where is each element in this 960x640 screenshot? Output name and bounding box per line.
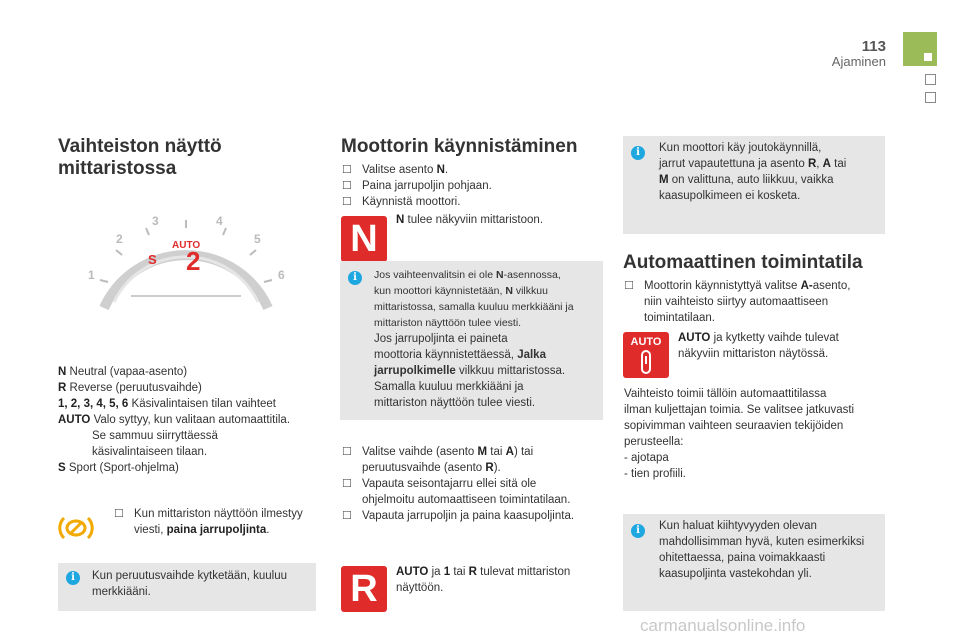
tick-1: 1 [88, 268, 95, 282]
tick-2: 2 [116, 232, 123, 246]
start-steps-list: ☐ Valitse asento N. ☐ Paina jarrupoljin pohjaan. ☐ Käynnistä moottori. [342, 164, 492, 208]
n-indicator-note: N tulee näkyviin mittaristoon. [396, 214, 544, 226]
nav-box-2 [925, 92, 936, 103]
tick-5: 5 [254, 232, 261, 246]
dial-s-label: S [148, 252, 157, 267]
dial-gear-label: 2 [186, 246, 201, 276]
kickdown-info-box: i Kun haluat kiihtyvyyden olevan mahdollisimman hyvä, kuten esimerkiksi ohitettaessa, paina voimakkaasti kaasupoljinta vastekohdan yli. [623, 514, 885, 611]
page-number: 113 [861, 38, 886, 55]
auto-mode-description: Vaihteisto toimii tällöin automaattitilassa ilman kuljettajan toimia. Se valitsee jatkuvasti sopivimman vaihteen seuraavien tekijöiden perusteella: - ajotapa - tien profiili. [624, 388, 855, 480]
gear-dial-illustration [76, 210, 296, 325]
drive-steps-list: ☐ Valitse vaihde (asento M tai A) tai peruutusvaihde (asento R). ☐ Vapauta seisontajarru ellei sitä ole ohjelmoitu automaattiseen toimintatilaan. ☐ Vapauta jarrupoljin ja paina kaasupoljinta. [342, 446, 575, 522]
info-icon: i [66, 571, 80, 585]
tick-6: 6 [278, 268, 285, 282]
brake-note: ☐ Kun mittariston näyttöön ilmestyy viesti, paina jarrupoljinta. [114, 508, 303, 536]
chapter-tab [903, 32, 937, 66]
info-icon: i [348, 271, 362, 285]
col2-title: Moottorin käynnistäminen [341, 136, 578, 157]
tick-3: 3 [152, 214, 159, 228]
r-indicator-icon: R [341, 566, 387, 612]
auto-indicator-note: AUTO ja kytketty vaihde tulevat näkyviin mittariston näytössä. [678, 332, 839, 360]
watermark: carmanualsonline.info [640, 616, 806, 635]
info-icon: i [631, 146, 645, 160]
info-icon: i [631, 524, 645, 538]
reverse-info-box: i Kun peruutusvaihde kytketään, kuuluu merkkiääni. [58, 563, 316, 611]
gear-legend: N Neutral (vapaa-asento) R Reverse (peruutusvaihde) 1, 2, 3, 4, 5, 6 Käsivalintaisen tilan vaihteet AUTO Valo syttyy, kun valitaan automaattitila. Se sammuu siirryttäessä käsivalintaiseen tilaan. S Sport (Sport-ohjelma) [58, 366, 291, 474]
r-indicator-note: AUTO ja 1 tai R tulevat mittariston näyttöön. [396, 566, 571, 594]
auto-indicator-icon: AUTO [623, 332, 669, 378]
nav-box-1 [925, 74, 936, 85]
auto-mode-steps: ☐ Moottorin käynnistyttyä valitse A-asento, niin vaihteisto siirtyy automaattiseen toimintatilaan. [624, 280, 851, 324]
dial-auto-label: AUTO [172, 240, 201, 251]
n-position-info-box: i Jos vaihteenvalitsin ei ole N-asennossa, kun moottori käynnistetään, N vilkkuu mittaristossa, samalla kuuluu merkkiääni ja mittariston näyttöön tulee viesti. Jos jarrupoljinta ei paineta moottoria käynnistettäessä, Jalka jarrupolkimelle vilkkuu mittaristossa. Samalla kuuluu merkkiääni ja mittariston näyttöön tulee viesti. [340, 261, 603, 420]
tick-4: 4 [216, 214, 223, 228]
col1-title: Vaihteiston näyttö mittaristossa [58, 136, 222, 179]
col3-title: Automaattinen toimintatila [623, 252, 863, 273]
n-indicator-icon: N [341, 216, 387, 262]
brake-pedal-icon [58, 512, 94, 544]
idle-creep-info-box: i Kun moottori käy joutokäynnillä, jarrut vapautettuna ja asento R, A tai M on valittuna, auto liikkuu, vaikka kaasupolkimeen ei kosketa. [623, 136, 885, 234]
section-title: Ajaminen [831, 54, 886, 69]
